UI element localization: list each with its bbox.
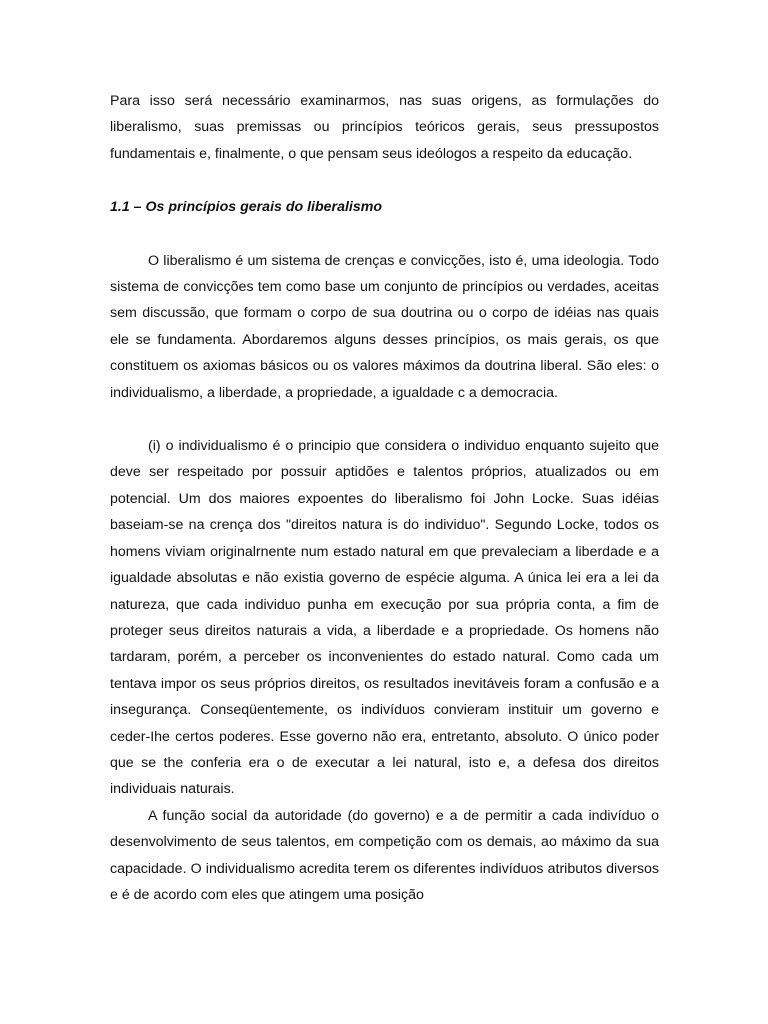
paragraph-spacer	[110, 167, 659, 194]
paragraph-spacer	[110, 221, 659, 248]
body-paragraph-2: (i) o individualismo é o principio que considera o individuo enquanto sujeito que deve ser respeitado por possuir aptidões e talentos próprios, atualizados ou em potencial. Um dos maiores expoentes do liberalismo foi John Locke. Suas idéias baseiam-se na crença dos "direitos natura is do individuo". Segundo Locke, todos os homens viviam originalrnente num estado natural em que prevaleciam a liberdade e a igualdade absolutas e não existia governo de espécie alguma. A única lei era a lei da natureza, que cada individuo punha em execução por sua própria conta, a fim de proteger seus direitos naturais a vida, a liberdade e a propriedade. Os homens não tardaram, porém, a perceber os inconvenientes do estado natural. Como cada um tentava impor os seus próprios direitos, os resultados inevitáveis foram a confusão e a insegurança. Conseqüentemente, os indivíduos convieram instituir um governo e ceder-Ihe certos poderes. Esse governo não era, entretanto, absoluto. O único poder que se the conferia era o de executar a lei natural, isto e, a defesa dos direitos individuais naturais.	[110, 438, 659, 798]
document-page	[110, 88, 659, 908]
paragraph-spacer	[110, 406, 659, 433]
intro-paragraph: Para isso será necessário examinarmos, nas suas origens, as formulações do liberalismo, suas premissas ou princípios teóricos gerais, seus pressupostos fundamentais e, finalmente, o que pensam seus ideólogos a respeito da educação.	[110, 93, 659, 162]
body-paragraph-3: A função social da autoridade (do governo) e a de permitir a cada indivíduo o desenvolvimento de seus talentos, em competição com os demais, ao máximo da sua capacidade. O individualismo acredita terem os diferentes indivíduos atributos diversos e é de acordo com eles que atingem uma posição	[110, 807, 659, 903]
body-paragraph-1: O liberalismo é um sistema de crenças e convicções, isto é, uma ideologia. Todo sistema de convicções tem como base um conjunto de princípios ou verdades, aceitas sem discussão, que formam o corpo de sua doutrina ou o corpo de idéias nas quais ele se fundamenta. Abordaremos alguns desses princípios, os mais gerais, os que constituem os axiomas básicos ou os valores máximos da doutrina liberal. São eles: o individualismo, a liberdade, a propriedade, a igualdade c a democracia.	[110, 252, 659, 401]
section-heading: 1.1 – Os princípios gerais do liberalismo	[110, 199, 383, 216]
